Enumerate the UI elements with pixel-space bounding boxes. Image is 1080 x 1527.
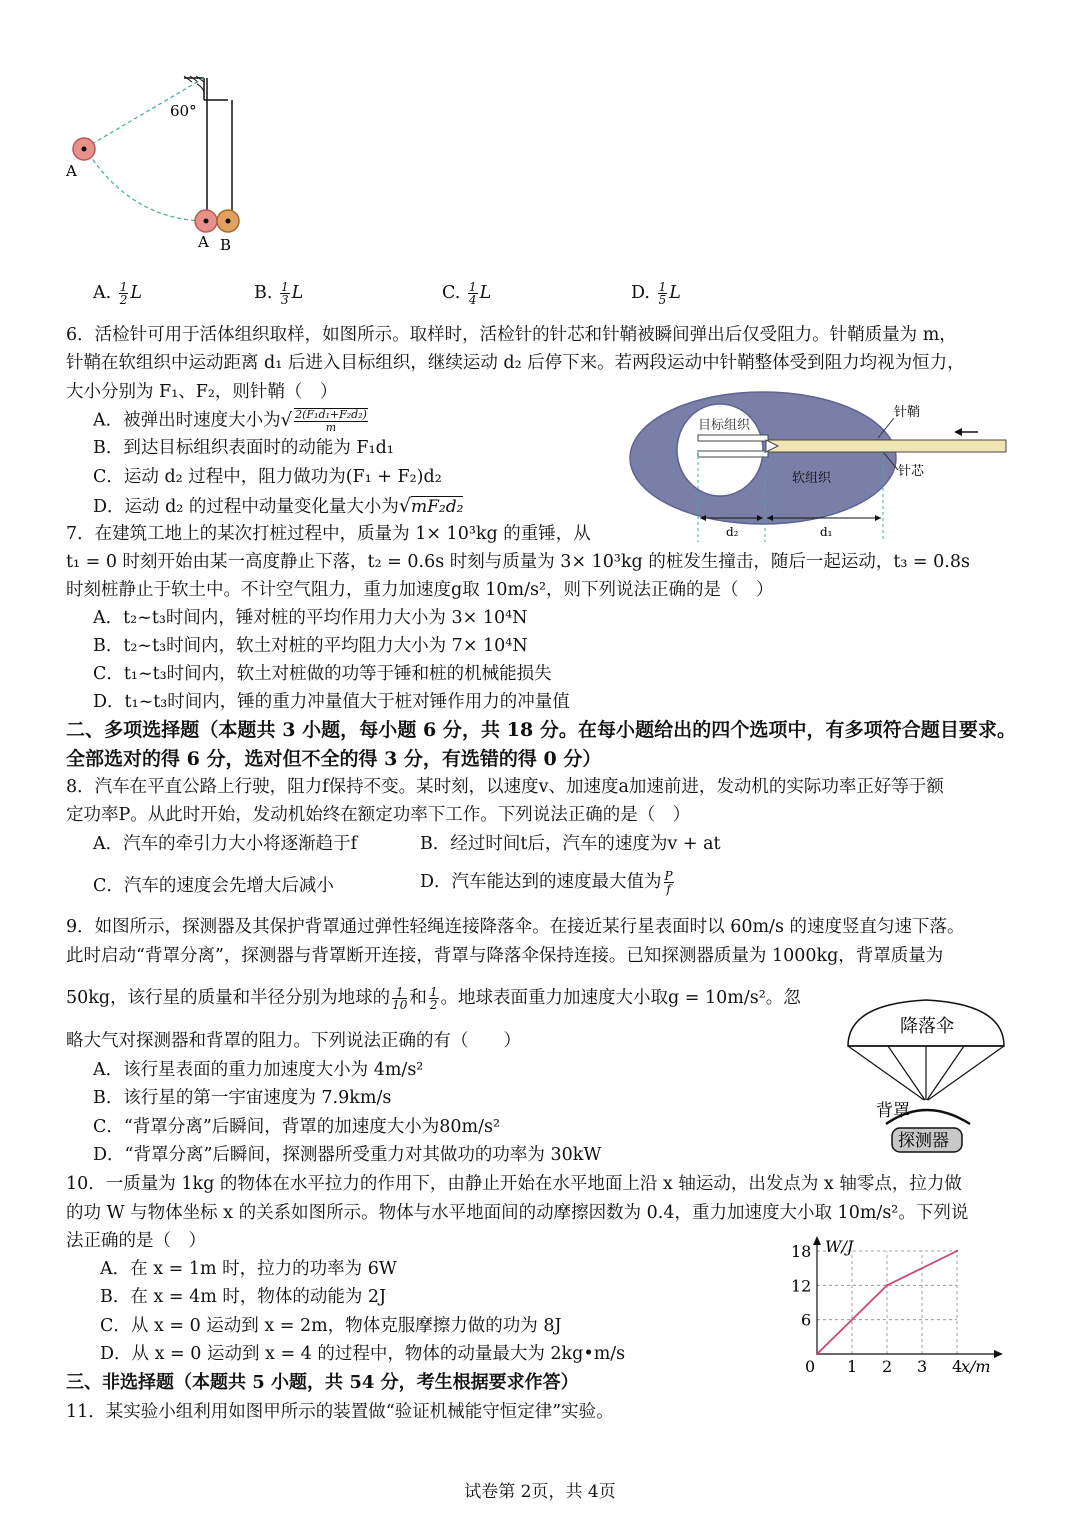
q8-option-d: D．汽车能达到的速度最大值为 $\frac{P}{f}$ [420,869,673,896]
label-a-left: A [66,162,77,180]
q8-option-a: A．汽车的牵引力大小将逐渐趋于f [93,834,358,854]
q6-option-b: B．到达目标组织表面时的动能为 F₁d₁ [93,438,394,458]
biopsy-needle-figure [628,390,1018,550]
q10-option-d: D．从 x = 0 运动到 x = 4 的过程中，物体的动量最大为 2kg•m/s [100,1344,626,1364]
x-axis-label: x/m [961,1357,991,1376]
q7-option-a: A．t₂~t₃时间内，锤对桩的平均作用力大小为 3× 10⁴N [93,608,528,628]
q10-option-a: A．在 x = 1m 时，拉力的功率为 6W [100,1259,397,1279]
y-tick-label: 6 [801,1310,812,1330]
q8-option-c: C．汽车的速度会先增大后减小 [93,876,334,896]
q5-option-b: B. $\frac{1}{3}$ L [254,280,304,307]
q7-stem-3: 时刻桩静止于软土中。不计空气阻力，重力加速度g取 10m/s²，则下列说法正确的是（ ） [66,580,774,600]
q7-option-c: C．t₁~t₃时间内，软土对桩做的功等于锤和桩的机械能损失 [93,664,552,684]
q10-stem-2: 的功 W 与物体坐标 x 的关系如图所示。物体与水平地面间的动摩擦因数为 0.4，重力加速度大小取 10m/s²。下列说 [66,1203,969,1223]
q9-stem-1: 9．如图所示，探测器及其保护背罩通过弹性轻绳连接降落伞。在接近某行星表面时以 60m/s 的速度竖直匀速下落。 [66,917,965,937]
q9-stem-4: 略大气对探测器和背罩的阻力。下列说法正确的有（ ） [66,1031,521,1051]
label-a-bottom: A [198,233,209,251]
data-point [956,1250,958,1252]
work-series-line [817,1251,957,1354]
q6-stem-3: 大小分别为 F₁、F₂，则针鞘（ ） [66,382,338,402]
q7-stem-1: 7．在建筑工地上的某次打桩过程中，质量为 1× 10³kg 的重锤，从 [66,524,591,544]
parachute-figure [840,996,1020,1158]
angle-label: 60° [170,102,197,120]
sheath-label: 针鞘 [894,405,921,420]
q6-option-d: D．运动 d₂ 的过程中动量变化量大小为√mF₂d₂ [93,495,464,517]
page-footer: 试卷第 2页，共 4页 [464,1482,616,1502]
q8-stem-2: 定功率P。从此时开始，发动机始终在额定功率下工作。下列说法正确的是（ ） [66,805,691,825]
data-point [816,1353,818,1355]
data-point [886,1284,888,1286]
q6-stem-2: 针鞘在软组织中运动距离 d₁ 后进入目标组织，继续运动 d₂ 后停下来。若两段运动中针鞘整体受到阻力均视为恒力， [66,353,965,373]
x-tick-label: 4 [952,1357,963,1376]
q10-stem-3: 法正确的是（ ） [66,1231,206,1251]
probe-label: 探测器 [898,1131,949,1151]
y-tick-label: 18 [791,1242,812,1261]
x-tick-label: 2 [882,1357,893,1376]
q7-stem-2: t₁ = 0 时刻开始由某一高度静止下落，t₂ = 0.6s 时刻与质量为 3× 10³kg 的桩发生撞击，随后一起运动，t₃ = 0.8s [66,552,970,572]
d1-label: d₁ [820,525,833,539]
q6-option-a: A．被弹出时速度大小为√ $\frac{\text{2(F₁d₁+F₂d₂)}}{m}$ [93,408,367,434]
q5-option-c: C. $\frac{1}{4}$ L [442,280,492,307]
d2-label: d₂ [726,525,739,539]
q10-option-b: B．在 x = 4m 时，物体的动能为 2J [100,1287,387,1307]
q9-option-a: A．该行星表面的重力加速度大小为 4m/s² [93,1060,424,1080]
soft-tissue-label: 软组织 [792,471,832,486]
q10-stem-1: 10．一质量为 1kg 的物体在水平拉力的作用下，由静止开始在水平地面上沿 x 轴运动，出发点为 x 轴零点，拉力做 [66,1174,962,1194]
section-3-heading: 三、非选择题（本题共 5 小题，共 54 分，考生根据要求作答） [66,1372,579,1393]
q9-stem-2: 此时启动“背罩分离”，探测器与背罩断开连接，背罩与降落伞保持连接。已知探测器质量为 1000kg，背罩质量为 [66,946,944,966]
q8-option-b: B．经过时间t后，汽车的速度为v + at [420,834,721,854]
backshell-label: 背罩 [876,1101,910,1121]
q6-option-c: C．运动 d₂ 过程中，阻力做功为(F₁ + F₂)d₂ [93,467,442,487]
core-label: 针芯 [898,464,925,479]
section-2-heading: 二、多项选择题（本题共 3 小题，每小题 6 分，共 18 分。在每小题给出的四个选项中，有多项符合题目要求。全部选对的得 6 分，选对但不全的得 3 分，有选错的得 0 分） [66,719,1016,770]
q5-option-a: A. $\frac{1}{2}$ L [93,280,143,307]
target-tissue-label: 目标组织 [698,418,751,433]
y-tick-label: 12 [791,1276,812,1296]
q9-stem-3: 50kg，该行星的质量和半径分别为地球的 $\frac{1}{10}$ 和 $\frac{1}{2}$ 。地球表面重力加速度大小取g = 10m/s²。忽 [66,985,801,1012]
q9-option-c: C．“背罩分离”后瞬间，背罩的加速度大小为80m/s² [93,1117,501,1137]
q7-option-b: B．t₂~t₃时间内，软土对桩的平均阻力大小为 7× 10⁴N [93,636,528,656]
y-axis-label: W/J [825,1237,854,1256]
label-b: B [220,236,232,254]
x-tick-label: 3 [917,1357,928,1376]
x-tick-label: 0 [805,1357,816,1376]
q7-option-d: D．t₁~t₃时间内，锤的重力冲量值大于桩对锤作用力的冲量值 [93,692,570,712]
work-displacement-chart [775,1232,1010,1382]
q5-option-d: D. $\frac{1}{5}$ L [631,280,681,307]
q6-stem-1: 6．活检针可用于活体组织取样，如图所示。取样时，活检针的针芯和针鞘被瞬间弹出后仅受阻力。针鞘质量为 m， [66,325,957,345]
q11-stem: 11．某实验小组利用如图甲所示的装置做“验证机械能守恒定律”实验。 [66,1402,614,1422]
parachute-label: 降落伞 [900,1016,954,1037]
pendulum-figure [60,70,260,260]
q9-option-d: D．“背罩分离”后瞬间，探测器所受重力对其做功的功率为 30kW [93,1145,602,1165]
q8-stem-1: 8．汽车在平直公路上行驶，阻力f保持不变。某时刻，以速度v、加速度a加速前进，发动机的实际功率正好等于额 [66,777,944,797]
q9-option-b: B．该行星的第一宇宙速度为 7.9km/s [93,1088,392,1108]
x-tick-label: 1 [847,1357,858,1376]
q10-option-c: C．从 x = 0 运动到 x = 2m，物体克服摩擦力做的功为 8J [100,1316,562,1336]
